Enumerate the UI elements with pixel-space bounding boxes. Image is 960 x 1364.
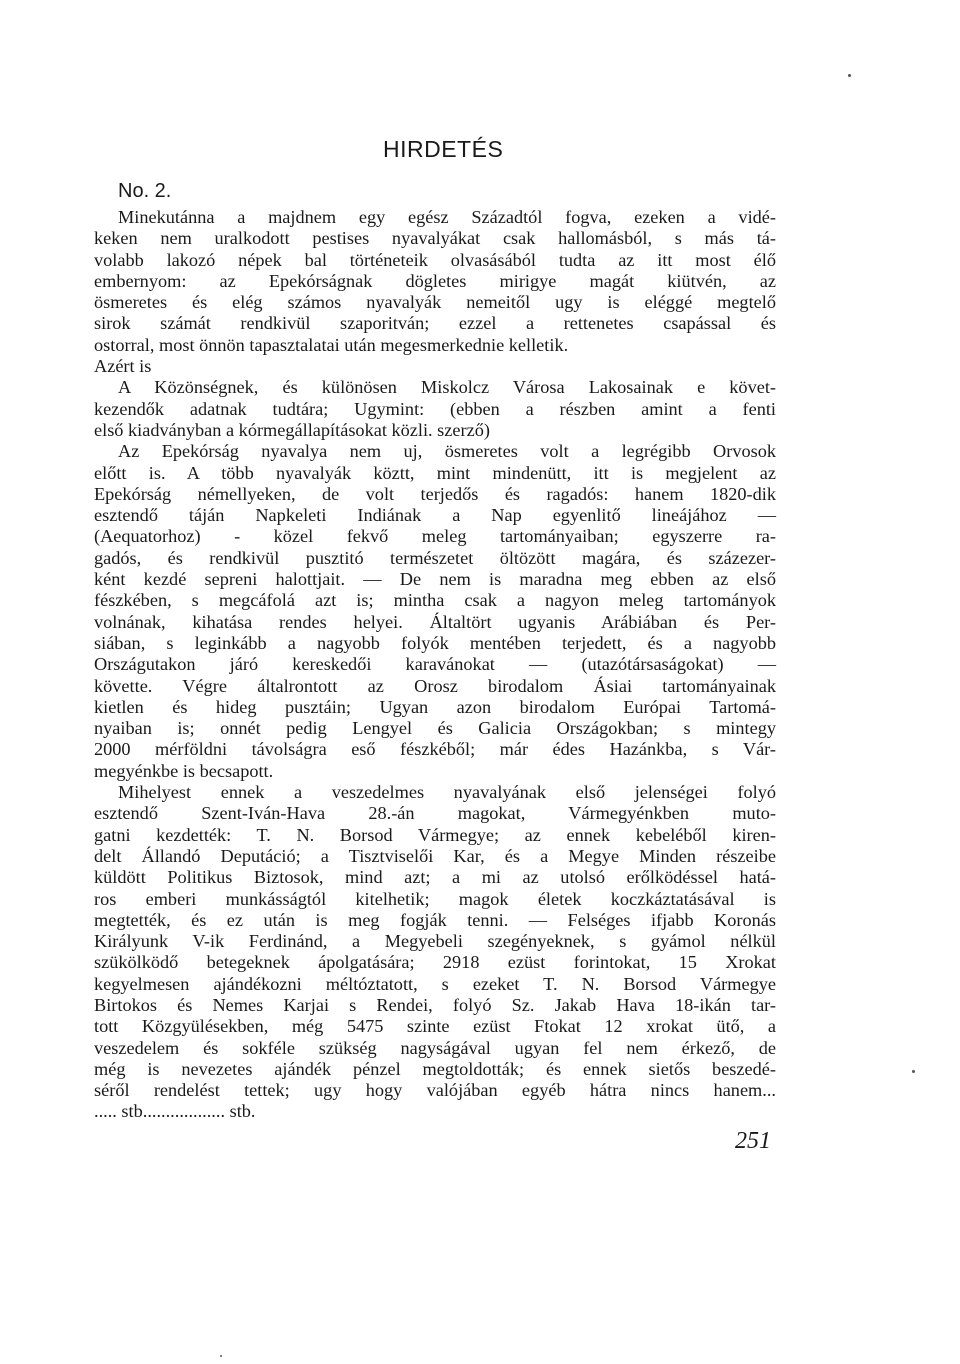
document-title: HIRDETÉS: [383, 136, 504, 162]
text-line: (Aequatorhoz) - közel fekvő meleg tartományaiban; egyszerre ra-: [94, 526, 776, 547]
text-line: Minekutánna a majdnem egy egész Századtól fogva, ezeken a vidé-: [118, 207, 776, 227]
text-line: tott Közgyülésekben, még 5475 szinte ezüst Ftokat 12 xrokat ütő, a: [94, 1016, 776, 1037]
text-line: Királyunk V-ik Ferdinánd, a Megyebeli szegényeknek, s gyámol nélkül: [94, 931, 776, 952]
print-speck: [848, 74, 851, 77]
text-line: siában, s leginkább a nagyobb folyók mentében terjedett, és a nagyobb: [94, 632, 776, 653]
text-line: kegyelmesen ajándékozni méltóztatott, s ezeket T. N. Borsod Vármegye: [94, 973, 776, 994]
text-line: előtt is. A több nyavalyák köztt, mint mindenütt, itt is megjelent az: [94, 462, 776, 483]
text-line: séről rendelést tettek; ugy hogy valójában egyéb hátra nincs hanem...: [94, 1080, 776, 1101]
body-text: [94, 207, 776, 1123]
text-line: volabb lakozó népek bal történeteik olvasásából tudta az itt most élő: [94, 249, 776, 270]
text-line: gatni kezdették: T. N. Borsod Vármegye; az ennek kebeléből kiren-: [94, 824, 776, 845]
text-line: ..... stb.................. stb.: [94, 1101, 256, 1122]
text-line: Birtokos és Nemes Karjai s Rendei, folyó Sz. Jakab Hava 18-ikán tar-: [94, 994, 776, 1015]
text-line: esztendő Szent-Iván-Hava 28.-án magokat, Vármegyénkben muto-: [94, 803, 776, 824]
text-line: ros emberi munkásságtól kitelhetik; magok életek koczkáztatásával is: [94, 888, 776, 909]
text-line: ösmeretes és elég számos nyavalyák nemeitől ugy is eléggé megtelő: [94, 292, 776, 313]
text-line: veszedelem és sokféle szükség nagyságával ugyan fel nem érkező, de: [94, 1037, 776, 1058]
text-line: még is nevezetes ajándék pénzel megtoldották; és ennek sietős beszedé-: [94, 1058, 776, 1079]
text-line: Azért is: [94, 356, 152, 377]
print-speck: [220, 1355, 222, 1357]
text-line: megyénkbe is becsapott.: [94, 760, 274, 781]
issue-number: No. 2.: [118, 180, 172, 202]
text-line: első kiadványban a kórmegállapításokat közli. szerző): [94, 419, 490, 440]
text-line: ostorral, most önnön tapasztalatai után megesmerkednie kelletik.: [94, 334, 569, 355]
text-line: küldött Politikus Biztosok, mind azt; a mi az utolsó erőlködéssel hatá-: [94, 867, 776, 888]
text-line: nyaiban is; onnét pedig Lengyel és Galicia Országokban; s mintegy: [94, 718, 776, 739]
text-line: kietlen és hideg pusztáin; Ugyan azon birodalom Európai Tartomá-: [94, 696, 776, 717]
text-line: fészkében, s megcáfolá azt is; mintha csak a nagyon meleg tartományok: [94, 590, 776, 611]
text-line: Epekórság némellyeken, de volt terjedős és ragadós: hanem 1820-dik: [94, 483, 776, 504]
text-line: gadós, és rendkivül pusztitó természetet öltözött magára, és százezer-: [94, 547, 776, 568]
text-line: esztendő táján Napkeleti Indiának a Nap egyenlitő lineájához —: [94, 505, 776, 526]
text-line: Mihelyest ennek a veszedelmes nyavalyának első jelenségei folyó: [118, 782, 776, 803]
text-line: kezendők adatnak tudtára; Ugymint: (ebben a részben amint a fenti: [94, 398, 776, 419]
text-line: szükölködő betegeknek ápolgatására; 2918 ezüst forintokat, 15 Xrokat: [94, 952, 776, 973]
text-line: volnának, kihatása rendes helyei. Általtört ugyanis Arábiában és Per-: [94, 611, 776, 632]
print-speck: [912, 1070, 915, 1073]
text-line: Az Epekórság nyavalya nem uj, ösmeretes volt a legrégibb Orvosok: [118, 441, 776, 462]
text-line: követte. Végre általrontott az Orosz birodalom Ásiai tartományainak: [94, 675, 776, 696]
text-line: 2000 mérföldni távolságra eső fészkéből; már édes Hazánkba, s Vár-: [94, 739, 776, 760]
text-line: megtették, és ez után is meg fogják tenni. — Felséges ifjabb Koronás: [94, 909, 776, 930]
text-line: Országutakon járó kereskedői karavánokat — (utazótársaságokat) —: [94, 654, 776, 675]
text-line: sirok számát rendkivül szaporitván; ezzel a rettenetes csapással és: [94, 313, 776, 334]
page-number: 251: [735, 1128, 771, 1154]
text-line: embernyom: az Epekórságnak dögletes mirigye magát kiütvén, az: [94, 270, 776, 291]
text-line: A Közönségnek, és különösen Miskolcz Városa Lakosainak e követ-: [118, 377, 776, 398]
text-line: delt Állandó Deputáció; a Tisztviselői Kar, és a Megye Minden részeibe: [94, 845, 776, 866]
text-line: keken nem uralkodott pestises nyavalyákat csak hallomásból, s más tá-: [94, 228, 776, 249]
text-line: ként kezdé sepreni halottjait. — De nem is maradna meg ebben az első: [94, 569, 776, 590]
